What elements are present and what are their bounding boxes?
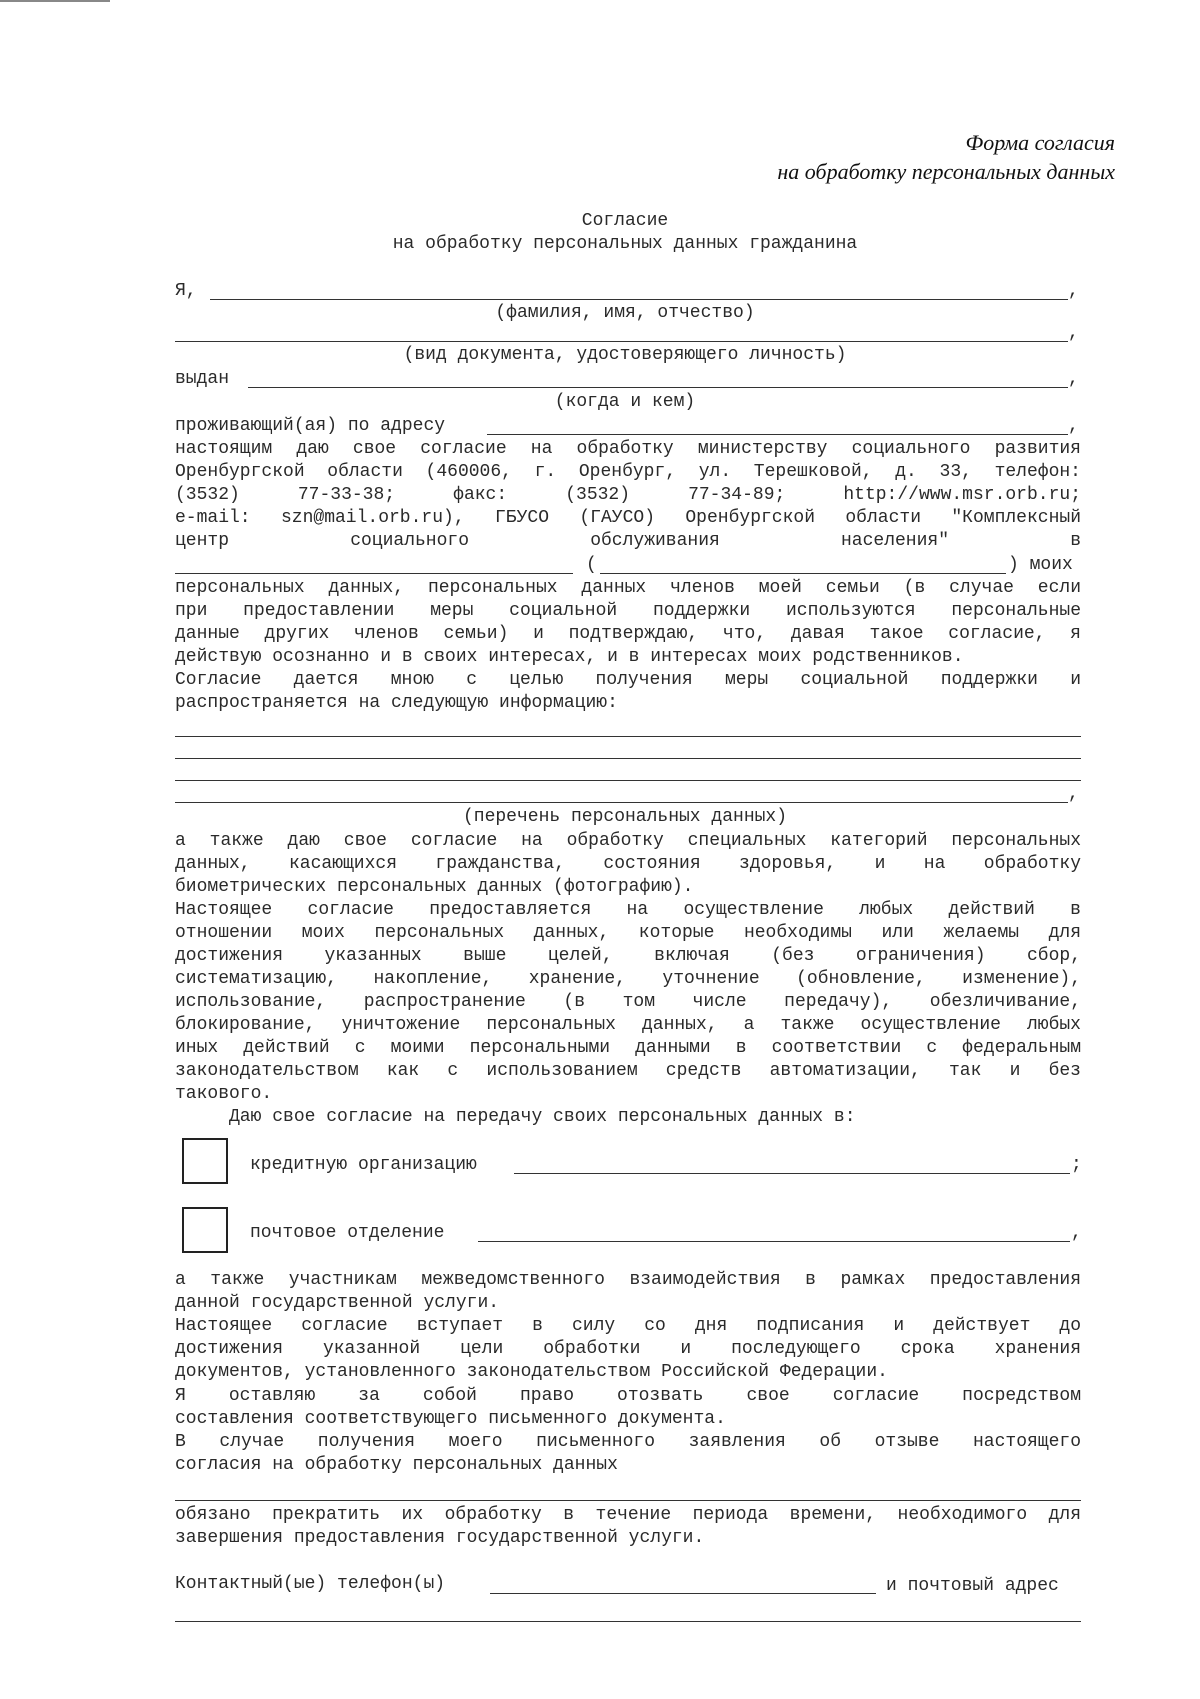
text-line: данной государственной услуги. — [175, 1293, 500, 1313]
text-line: В случае получения моего письменного заявления об отзыве настоящего — [175, 1432, 1081, 1452]
text-line: а также участникам межведомственного взаимодействия в рамках предоставления — [175, 1270, 1081, 1290]
text-line: такового. — [175, 1084, 273, 1104]
scan-edge-mark — [0, 0, 110, 2]
credit-org-label: кредитную организацию — [250, 1155, 477, 1175]
text-line: завершения предоставления государственной услуги. — [175, 1528, 705, 1548]
form-title — [777, 128, 1115, 186]
issued-comma: , — [1068, 369, 1079, 389]
pd-list-line-3[interactable] — [175, 780, 1081, 781]
text-line: документов, установленного законодательством Российской Федерации. — [175, 1362, 888, 1382]
i-label: Я, — [175, 281, 197, 301]
text-line: (3532) 77-33-38; факс: (3532) 77-34-89; http://www.msr.orb.ru; — [175, 485, 1081, 505]
text-line: достижения указанной цели обработки и последующего срока хранения — [175, 1339, 1081, 1359]
text-line: систематизацию, накопление, хранение, уточнение (обновление, изменение), — [175, 969, 1081, 989]
document-heading — [175, 210, 1075, 256]
address-field[interactable] — [487, 434, 1068, 435]
text-line: иных действий с моими персональными данными в соответствии с федеральным — [175, 1038, 1081, 1058]
text-line: Даю свое согласие на передачу своих персональных данных в: — [175, 1107, 856, 1127]
text-line: e-mail: szn@mail.orb.ru), ГБУСО (ГАУСО) Оренбургской области "Комплексный — [175, 508, 1081, 528]
text-line: Настоящее согласие предоставляется на осуществление любых действий в — [175, 900, 1081, 920]
text-line: Оренбургской области (460006, г. Оренбург, ул. Терешковой, д. 33, телефон: — [175, 462, 1081, 482]
postal-address-label: и почтовый адрес — [886, 1576, 1059, 1596]
text-line: центр социального обслуживания населения" в — [175, 531, 1081, 551]
heading-line2: на обработку персональных данных гражданина — [392, 234, 858, 254]
text-line: а также даю свое согласие на обработку специальных категорий персональных — [175, 831, 1081, 851]
fio-caption: (фамилия, имя, отчество) — [495, 303, 755, 323]
text-line: согласия на обработку персональных данных — [175, 1455, 618, 1475]
issued-label: выдан — [175, 369, 230, 389]
address-comma: , — [1068, 416, 1079, 436]
text-line: действую осознанно и в своих интересах, и в интересах моих родственников. — [175, 647, 964, 667]
pd-list-line-4[interactable] — [175, 802, 1068, 803]
form-title-line2: на обработку персональных данных — [777, 159, 1115, 184]
issued-field[interactable] — [248, 387, 1068, 388]
text-line: биометрических персональных данных (фотографию). — [175, 877, 694, 897]
phone-label: Контактный(ые) телефон(ы) — [175, 1574, 446, 1594]
text-line: составления соответствующего письменного документа. — [175, 1409, 726, 1429]
text-line: обязано прекратить их обработку в течение периода времени, необходимого для — [175, 1505, 1081, 1525]
fio-comma: , — [1068, 281, 1079, 301]
fio-field[interactable] — [210, 299, 1068, 300]
text-line: достижения указанных выше целей, включая (без ограничения) сбор, — [175, 946, 1081, 966]
text-line: настоящим даю свое согласие на обработку министерству социального развития — [175, 439, 1081, 459]
text-line: блокирование, уничтожение персональных данных, а также осуществление любых — [175, 1015, 1081, 1035]
post-office-label: почтовое отделение — [250, 1223, 445, 1243]
issued-caption: (когда и кем) — [554, 392, 696, 412]
form-title-line1: Форма согласия — [965, 130, 1115, 155]
pd-list-line-1[interactable] — [175, 736, 1081, 737]
text-line: распространяется на следующую информацию: — [175, 693, 618, 713]
text-line: данных, касающихся гражданства, состояния здоровья, и на обработку — [175, 854, 1081, 874]
text-line: при предоставлении меры социальной поддержки используются персональные — [175, 601, 1081, 621]
text-line: законодательством как с использованием средств автоматизации, так и без — [175, 1061, 1081, 1081]
text-line: Я оставляю за собой право отозвать свое согласие посредством — [175, 1386, 1081, 1406]
credit-org-semicolon: ; — [1071, 1155, 1082, 1175]
pd-list-line-2[interactable] — [175, 758, 1081, 759]
text-line: Настоящее согласие вступает в силу со дня подписания и действует до — [175, 1316, 1081, 1336]
id-document-field[interactable] — [175, 341, 1068, 342]
text-line: данные других членов семьи) и подтверждаю, что, давая такое согласие, я — [175, 624, 1081, 644]
credit-org-field[interactable] — [514, 1173, 1070, 1174]
revocation-org-field[interactable] — [175, 1500, 1081, 1501]
post-office-checkbox[interactable] — [182, 1207, 228, 1253]
post-office-comma: , — [1071, 1223, 1082, 1243]
credit-org-checkbox[interactable] — [182, 1138, 228, 1184]
phone-field[interactable] — [490, 1593, 876, 1594]
pd-list-caption: (перечень персональных данных) — [462, 807, 788, 827]
paren-close-moih: ) моих — [1008, 555, 1073, 575]
doc-comma: , — [1068, 323, 1079, 343]
heading-line1: Согласие — [581, 211, 669, 231]
postal-address-field[interactable] — [175, 1621, 1081, 1622]
text-line: Согласие дается мною с целью получения меры социальной поддержки и — [175, 670, 1081, 690]
post-office-field[interactable] — [478, 1241, 1070, 1242]
recipient-org-detail-field[interactable] — [600, 573, 1006, 574]
id-document-caption: (вид документа, удостоверяющего личность) — [403, 345, 847, 365]
text-line: использование, распространение (в том числе передачу), обезличивание, — [175, 992, 1081, 1012]
paren-open: ( — [586, 555, 597, 575]
recipient-org-field[interactable] — [175, 573, 573, 574]
pd-list-comma: , — [1068, 784, 1079, 804]
text-line: отношении моих персональных данных, которые необходимы или желаемы для — [175, 923, 1081, 943]
text-line: персональных данных, персональных данных членов моей семьи (в случае если — [175, 578, 1081, 598]
address-label: проживающий(ая) по адресу — [175, 416, 446, 436]
